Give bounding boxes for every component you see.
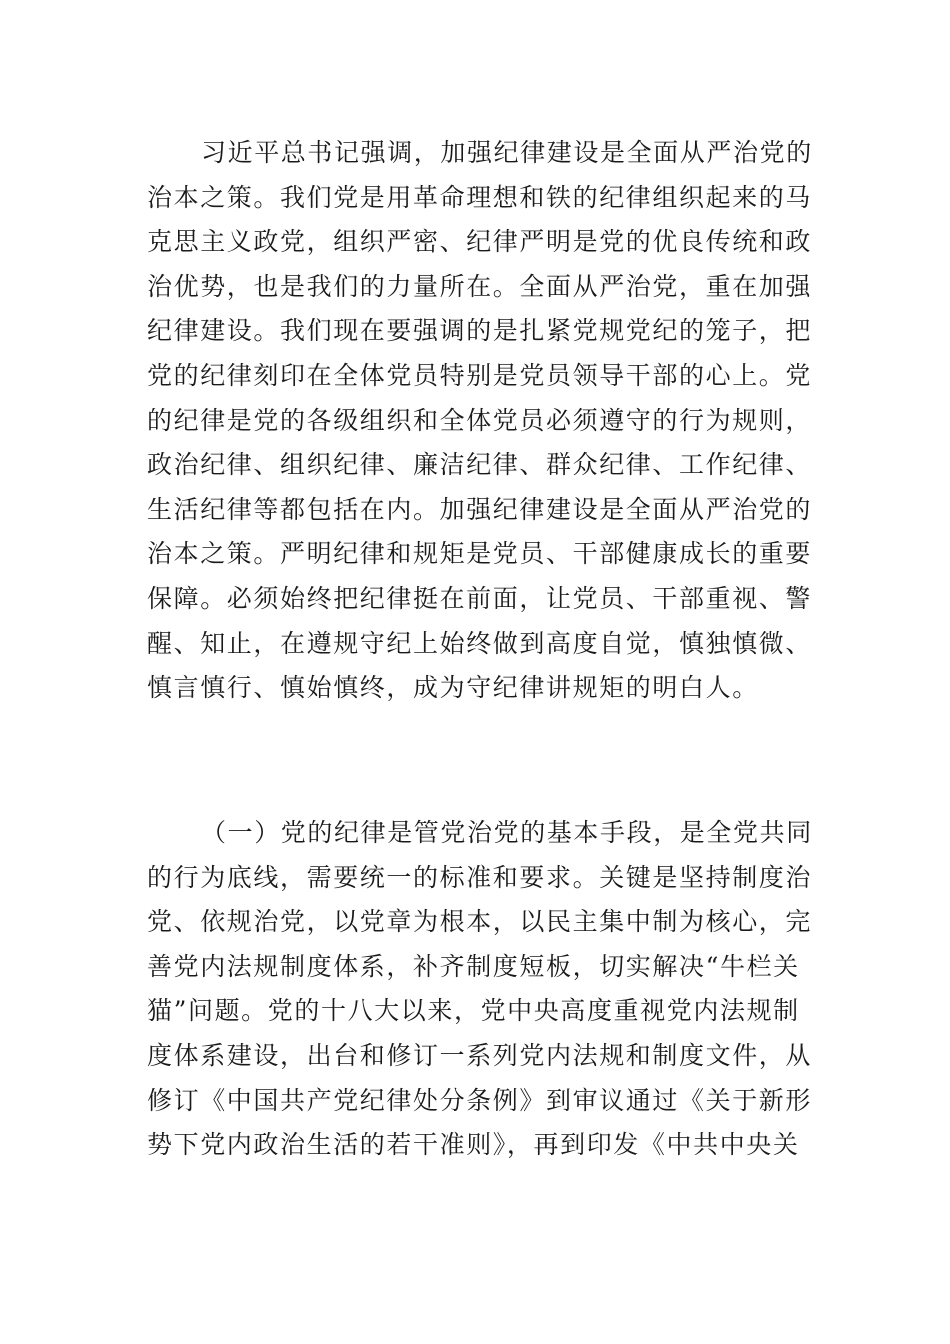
paragraph-2-line: 善党内法规制度体系，补齐制度短板，切实解决“牛栏关 [147, 951, 800, 981]
paragraph-1-line: 治本之策。我们党是用革命理想和铁的纪律组织起来的马 [147, 182, 813, 212]
paragraph-2-line: 党、依规治党，以党章为根本，以民主集中制为核心，完 [147, 907, 813, 937]
paragraph-1-line: 纪律建设。我们现在要强调的是扎紧党规党纪的笼子，把 [147, 316, 813, 346]
paragraph-1-line: 醒、知止，在遵规守纪上始终做到高度自觉，慎独慎微、 [147, 628, 813, 658]
paragraph-1-line: 慎言慎行、慎始慎终，成为守纪律讲规矩的明白人。 [147, 673, 759, 703]
paragraph-1-line: 保障。必须始终把纪律挺在前面，让党员、干部重视、警 [147, 583, 813, 613]
paragraph-1 [147, 131, 813, 711]
paragraph-1-line: 政治纪律、组织纪律、廉洁纪律、群众纪律、工作纪律、 [147, 450, 813, 480]
paragraph-2-line: 修订《中国共产党纪律处分条例》到审议通过《关于新形 [147, 1085, 813, 1115]
paragraph-2-line: 猫”问题。党的十八大以来，党中央高度重视党内法规制 [147, 996, 800, 1026]
paragraph-1-line: 的纪律是党的各级组织和全体党员必须遵守的行为规则， [147, 405, 813, 435]
paragraph-1-line: 治优势，也是我们的力量所在。全面从严治党，重在加强 [147, 271, 813, 301]
paragraph-1-line: 治本之策。严明纪律和规矩是党员、干部健康成长的重要 [147, 539, 813, 569]
paragraph-2-line: （一）党的纪律是管党治党的基本手段，是全党共同 [201, 818, 813, 847]
paragraph-2 [147, 811, 813, 1168]
paragraph-2-line: 势下党内政治生活的若干准则》，再到印发《中共中央关 [147, 1130, 800, 1160]
paragraph-1-line: 生活纪律等都包括在内。加强纪律建设是全面从严治党的 [147, 494, 813, 524]
paragraph-1-line: 习近平总书记强调，加强纪律建设是全面从严治党的 [201, 138, 813, 167]
paragraph-2-line: 度体系建设，出台和修订一系列党内法规和制度文件，从 [147, 1040, 813, 1070]
paragraph-2-line: 的行为底线，需要统一的标准和要求。关键是坚持制度治 [147, 862, 813, 892]
paragraph-1-line: 党的纪律刻印在全体党员特别是党员领导干部的心上。党 [147, 360, 813, 390]
paragraph-1-line: 克思主义政党，组织严密、纪律严明是党的优良传统和政 [147, 227, 813, 257]
